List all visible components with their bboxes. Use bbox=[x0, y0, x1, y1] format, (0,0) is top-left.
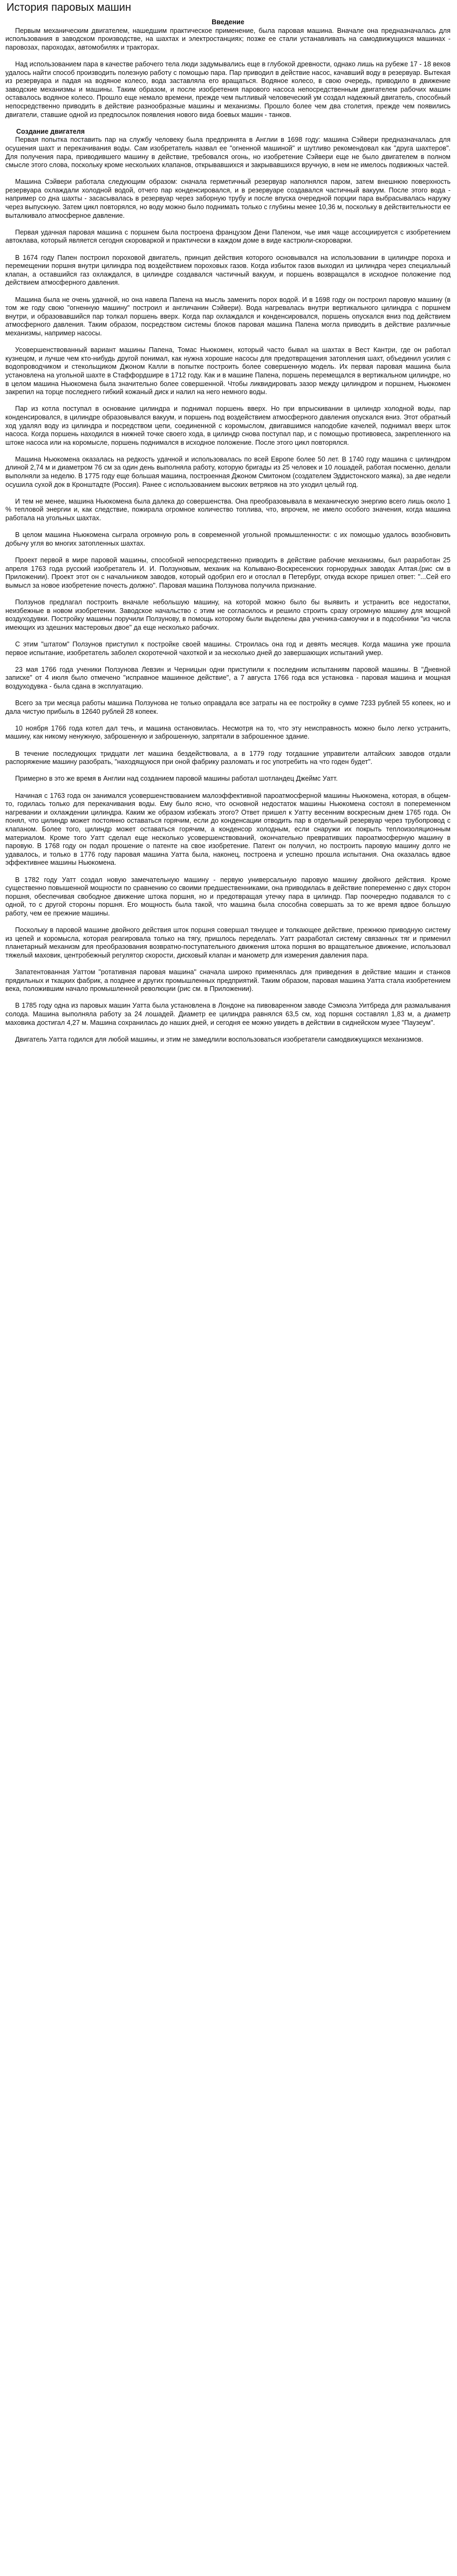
document-page bbox=[0, 0, 457, 1063]
paragraph: С этим "штатом" Ползунов приступил к постройке своей машины. Строилась она год и девять месяцев. Когда машина уже прошла первое испытание, изобретатель заболел скоротечной чахоткой и за несколько дней до завершающих испытаний умер. bbox=[5, 640, 451, 657]
paragraph: Начиная с 1763 года он занимался усовершенствованием малоэффективной пароатмосферной машины Ньюкомена, которая, в общем-то, годилась только для перекачивания воды. Ему было ясно, что основной недостаток машины Ньюкомена состоял в попеременном нагревании и охлаждении цилиндра. Каким же образом избежать этого? Ответ пришел к Уатту весенним воскресным днем 1765 года. Он понял, что цилиндр может постоянно оставаться горячим, если до конденсации отводить пар в отдельный резервуар через трубопровод с клапаном. Более того, цилиндр может оставаться горячим, а конденсор холодным, если снаружи их покрыть теплоизоляционным материалом. Кроме того Уатт сделал еще несколько усовершенствований, окончательно превративших пароатмосферную машину в паровую. В 1768 году он подал прошение о патенте на свое изобретение. Патент он получил, но построить паровую машину долго не удавалось, и только в 1776 году паровая машина Уатта была, наконец, построена и успешно прошла испытания. Она оказалась вдвое эффективнее машины Ньюкомена. bbox=[5, 791, 451, 867]
paragraph: Двигатель Уатта годился для любой машины, и этим не замедлили воспользоваться изобретатели самодвижущихся механизмов. bbox=[15, 1035, 424, 1043]
paragraph: Запатентованная Уаттом "ротативная паровая машина" сначала широко применялась для приведения в действие машин и станков прядильных и ткацких фабрик, а позднее и других промышленных предприятий. Таким образом, паровая машина Уатта стала изобретением века, положившим начало промышленной революции (рис см. в Приложении). bbox=[5, 968, 451, 993]
paragraph: В 1785 году одна из паровых машин Уатта была установлена в Лондоне на пивоваренном заводе Сэмюэла Уитбреда для размалывания солода. Машина выполняла работу за 24 лошадей. Диаметр ее цилиндра равнялся 63,5 см, ход поршня составлял 1,83 м, а диаметр маховика достигал 4,27 м. Машина сохранилась до наших дней, и сегодня ее можно увидеть в действии в сиднейском музее "Паузеум". bbox=[5, 1002, 451, 1027]
paragraph: Проект первой в мире паровой машины, способной непосредственно приводить в действие рабочие механизмы, был разработан 25 апреля 1763 года русский изобретатель И. И. Ползуновым, механик на Колывано-Воскресенских горнорудных заводах Алтая.(рис см в Приложении). Проект этот он с начальником заводов, который одобрил его и отослал в Петербург, откуда вскоре пришел ответ: "...Сей его вымысл за новое изобретение почесть должно". Паровая машина Ползунова получила признание. bbox=[5, 556, 451, 589]
paragraph: Первая удачная паровая машина с поршнем была построена французом Дени Папеном, чье имя чаще ассоциируется с изобретением автоклава, который является сегодня скороваркой и практически в каждом доме в виде кастрюли-скороварки. bbox=[5, 228, 451, 245]
paragraph: Поскольку в паровой машине двойного действия шток поршня совершал тянущее и толкающее действие, прежнюю приводную систему из цепей и коромысла, которая реагировала только на тягу, пришлось переделать. Уатт разработал систему связанных тяг и применил планетарный механизм для преобразования возвратно-поступательного движения штока поршня во вращательное движение, использовал тяжелый маховик, центробежный регулятор скорости, дисковый клапан и манометр для измерения давления пара. bbox=[5, 926, 451, 959]
paragraph: Всего за три месяца работы машина Ползунова не только оправдала все затраты на ее постройку в сумме 7233 рублей 55 копеек, но и дала чистую прибыль в 12640 рублей 28 копеек. bbox=[5, 699, 451, 715]
section-introduction bbox=[5, 18, 451, 119]
paragraph: И тем не менее, машина Ньюкомена была далека до совершенства. Она преобразовывала в механическую энергию всего лишь около 1 % тепловой энергии и, как следствие, пожирала огромное количество топлива, что, впрочем, не имело особого значения, когда машина работала на угольных шахтах. bbox=[5, 497, 451, 522]
paragraph: Ползунов предлагал построить вначале небольшую машину, на которой можно было бы выявить и устранить все недостатки, неизбежные в новом изобретении. Заводское начальство с этим не согласилось и решило строить сразу огромную машину для мощной воздуходувки. Постройку машины поручили Ползунову, в помощь которому были выделены два ученика-самоучки и в подсобники "из числа имеющих из здешних мастеровых двое" да еще несколько рабочих. bbox=[5, 598, 451, 631]
paragraph: 23 мая 1766 года ученики Ползунова Левзин и Черницын одни приступили к последним испытаниям паровой машины. В "Дневной записке" от 4 июля было отмечено "исправное машинное действие", а 7 августа 1766 года вся установка - паровая машина и мощная воздуходувка - была сдана в эксплуатацию. bbox=[5, 665, 451, 690]
paragraph: Над использованием пара в качестве рабочего тела люди задумывались еще в глубокой древности, однако лишь на рубеже 17 - 18 веков удалось найти способ производить полезную работу с помощью пара. Пар приводил в действие насос, качавший воду в резервуар. Вытекая из резервуара и падая на водяное колесо, вода заставляла его вращаться. Водяное колесо, в свою очередь, приводило в движение заводские механизмы и машины. Таким образом, и после изобретения парового насоса непосредственным двигателем рабочих машин оставалось водяное колесо. Прошло еще немало времени, прежде чем пытливый человеческий ум создал надежный двигатель, способный непосредственно приводить в действие разнообразные машины и механизмы. Прошло более чем два столетия, прежде чем появились двигатели, ставшие одной из предпосылок появления нового вида боевых машин - танков. bbox=[5, 60, 451, 119]
paragraph: Усовершенствованный вариант машины Папена, Томас Ньюкомен, который часто бывал на шахтах в Вест Кантри, где он работал кузнецом, и лучше чем кто-нибудь другой понимал, как нужна хорошие насосы для предотвращения затопления шахт, объединил усилия с водопроводчиком и стекольщиком Джоном Калли в попытке построить более совершенную модель. Их первая паровая машина была установлена на угольной шахте в Стаффордшире в 1712 году. Как и в машине Папена, поршень перемещался в вертикальном цилиндре, но в целом машина Ньюкомена была значительно более совершенной. Чтобы ликвидировать зазор между цилиндром и поршнем, Ньюкомен закрепил на торце последнего гибкий кожаный диск и налил на него немного воды. bbox=[5, 346, 451, 396]
section-heading-introduction: Введение bbox=[212, 18, 244, 26]
paragraph: В целом машина Ньюкомена сыграла огромную роль в современной угольной промышленности: с их помощью удалось возобновить добычу угля во многих затопленных шахтах. bbox=[5, 531, 451, 547]
paragraph: 10 ноября 1766 года котел дал течь, и машина остановилась. Несмотря на то, что эту неисправность можно было легко устранить, машину, как никому ненужную, заброшенную и заброшенную, запрятали в заброшенное здание. bbox=[5, 724, 451, 741]
paragraph: В 1674 году Папен построил пороховой двигатель, принцип действия которого основывался на использовании в цилиндре пороха и перемещении поршня внутри цилиндра под воздействием пороховых газов. Когда избыток газов выходил из цилиндра через специальный клапан, а оставшийся газ охлаждался, в цилиндре создавался частичный вакуум, и поршень возвращался в исходное положение под действием атмосферного давления. bbox=[5, 253, 451, 287]
paragraph: Примерно в это же время в Англии над созданием паровой машины работал шотландец Джеймс Уатт. bbox=[15, 775, 338, 783]
section-heading-engine-creation: Создание двигателя bbox=[16, 127, 85, 135]
document-title: История паровых машин bbox=[6, 2, 132, 13]
section-engine-creation bbox=[5, 128, 451, 1044]
paragraph: Машина Сэйвери работала следующим образом: сначала герметичный резервуар наполнялся паром, затем внешнюю поверхность резервуара охлаждали холодной водой, отчего пар конденсировался, и в резервуаре создавался частичный вакуум. После этого вода - например со дна шахты - засасывалась в резервуар через заборную трубу и после впуска очередной порции пара выбрасывалась наружу через выпускную. Затем цикл повторялся, но воду можно было поднимать только с глубины менее 10,36 м, поскольку в действительности ее выталкивало атмосферное давление. bbox=[5, 178, 451, 219]
paragraph: В 1782 году Уатт создал новую замечательную машину - первую универсальную паровую машину двойного действия. Кроме существенно повышенной мощности по сравнению со своими предшественниками, она приводилась в действие попеременно с двух сторон поршня, обеспечивая свободное движение штока поршня, но и предотвращая утечку пара в цилиндр. Пар поочередно подавался то с одной, то с другой стороны поршня. Его мощность была такой, что машина была способна совершать за то же время вдвое большую работу, чем ее прежние машины. bbox=[5, 876, 451, 917]
paragraph: В течение последующих тридцати лет машина бездействовала, а в 1779 году тогдашние управители алтайских заводов отдали распоряжение машину разобрать, "находящуюся при оной фабрику разломать и гос употребить на что годен будет". bbox=[5, 749, 451, 766]
paragraph: Первым механическим двигателем, нашедшим практическое применение, была паровая машина. Вначале она предназначалась для использования в заводском производстве, на шахтах и электростанциях; позже ее стали устанавливать на самодвижущихся машинах - паровозах, пароходах, автомобилях и тракторах. bbox=[5, 26, 451, 51]
paragraph: Первая попытка поставить пар на службу человеку была предпринята в Англии в 1698 году: машина Сэйвери предназначалась для осушения шахт и перекачивания воды. Сам изобретатель назвал ее "огненной машиной" и шутливо рекомендовал как "друга шахтеров". Для получения пара, приводившего машину в действие, требовался огонь, но изобретение Сэйвери еще не было двигателем в полном смысле этого слова, поскольку кроме нескольких клапанов, открывавшихся и закрывавшихся вручную, в нем не имелось подвижных частей. bbox=[5, 136, 451, 169]
paragraph: Пар из котла поступал в основание цилиндра и поднимал поршень вверх. Но при впрыскивании в цилиндр холодной воды, пар конденсировался, в цилиндре образовывался вакуум, и поршень под воздействием атмосферного давления опускался вниз. Этот обратный ход удалял воду из цилиндра и посредством цепи, соединенной с коромыслом, двигавшимся наподобие качелей, поднимал вверх шток насоса. Когда поршень находился в нижней точке своего хода, в цилиндр снова поступал пар, и с помощью противовеса, закрепленного на штоке насоса или на коромысле, поршень поднимался в исходное положение. После этого цикл повторялся. bbox=[5, 405, 451, 446]
paragraph: Машина Ньюкомена оказалась на редкость удачной и использовалась по всей Европе более 50 лет. В 1740 году машина с цилиндром длиной 2,74 м и диаметром 76 см за один день выполняла работу, которую бригады из 25 человек и 10 лошадей, работая посменно, делали выполняли за неделю. В 1775 году еще большая машина, построенная Джоном Смитоном (создателем Эддистонского маяка), за две недели осушила сухой док в Кронштадте (Россия). Ранее с использованием высоких ветряков на это уходил целый год. bbox=[5, 455, 451, 488]
paragraph: Машина была не очень удачной, но она навела Папена на мысль заменить порох водой. И в 1698 году он построил паровую машину (в том же году свою "огненную машину" построил и англичанин Сэйвери). Вода нагревалась внутри вертикального цилиндра с поршнем внутри, и образовавшийся пар толкал поршень вверх. Когда пар охлаждался и конденсировался, поршень опускался вниз под действием атмосферного давления. Таким образом, посредством системы блоков паровая машина Папена могла приводить в действие различные механизмы, например насосы. bbox=[5, 295, 451, 337]
